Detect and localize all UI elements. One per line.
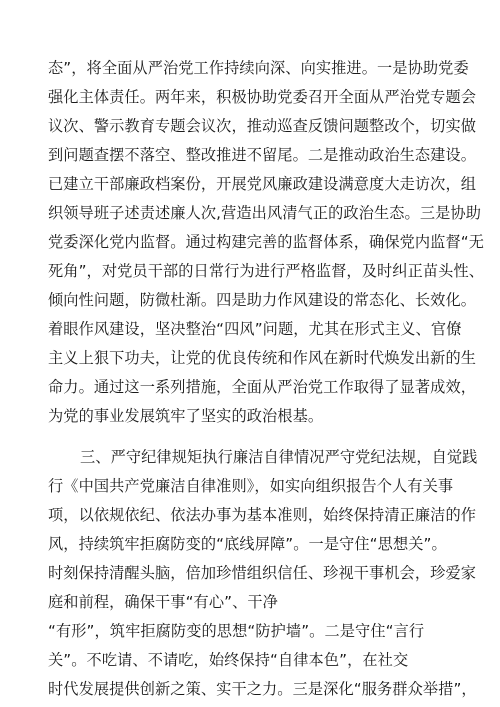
paragraph-line: 命力。通过这一系列措施，全面从严治党工作取得了显著成效， bbox=[48, 378, 477, 396]
paragraph-line: “有形”，筑牢拒腐防变的思想“防护墙”。二是守住“言行 bbox=[48, 622, 425, 640]
paragraph-line: 为党的事业发展筑牢了坚实的政治根基。 bbox=[48, 407, 324, 425]
paragraph-line: 已建立干部廉政档案份，开展党风廉政建设满意度大走访次，组 bbox=[48, 175, 477, 193]
paragraph-line: 死角”，对党员干部的日常行为进行严格监督，及时纠正苗头性、 bbox=[48, 262, 485, 280]
paragraph-line: 强化主体责任。两年来，积极协助党委召开全面从严治党专题会 bbox=[48, 88, 477, 106]
paragraph-line: 议次、警示教育专题会议次，推动巡查反馈问题整改个，切实做 bbox=[48, 117, 477, 135]
paragraph-line: 态”，将全面从严治党工作持续向深、向实推进。一是协助党委 bbox=[48, 59, 469, 77]
paragraph-line: 关”。不吃请、不请吃，始终保持“自律本色”，在社交 bbox=[48, 651, 409, 669]
paragraph-line: 着眼作风建设，坚决整治“四风”问题，尤其在形式主义、官僚 bbox=[48, 320, 462, 338]
section-heading-line: 三、严守纪律规矩执行廉洁自律情况严守党纪法规，自觉践 bbox=[80, 448, 478, 466]
paragraph-line: 时刻保持清醒头脑，倍加珍惜组织信任、珍视干事机会，珍爱家 bbox=[48, 564, 477, 582]
paragraph-line: 行《中国共产党廉洁自律准则》，如实向组织报告个人有关事 bbox=[48, 477, 454, 495]
paragraph-line: 党委深化党内监督。通过构建完善的监督体系，确保党内监督“无 bbox=[48, 233, 485, 251]
paragraph-line: 织领导班子述责述廉人次,营造出风清气正的政治生态。三是协助 bbox=[48, 204, 481, 222]
paragraph-line: 项，以依规依纪、依法办事为基本准则，始终保持清正廉洁的作 bbox=[48, 506, 477, 524]
paragraph-line: 庭和前程，确保干事“有心”、干净 bbox=[48, 593, 278, 611]
paragraph-line: 倾向性问题，防微杜渐。四是助力作风建设的常态化、长效化。 bbox=[48, 291, 477, 309]
paragraph-line: 时代发展提供创新之策、实干之力。三是深化“服务群众举措”， bbox=[48, 680, 477, 698]
paragraph-line: 风，持续筑牢拒腐防变的“底线屏障”。一是守住“思想关”。 bbox=[48, 535, 447, 553]
paragraph-line: 主义上狠下功夫，让党的优良传统和作风在新时代焕发出新的生 bbox=[48, 349, 477, 367]
paragraph-line: 到问题查摆不落空、整改推进不留尾。二是推动政治生态建设。 bbox=[48, 146, 477, 164]
